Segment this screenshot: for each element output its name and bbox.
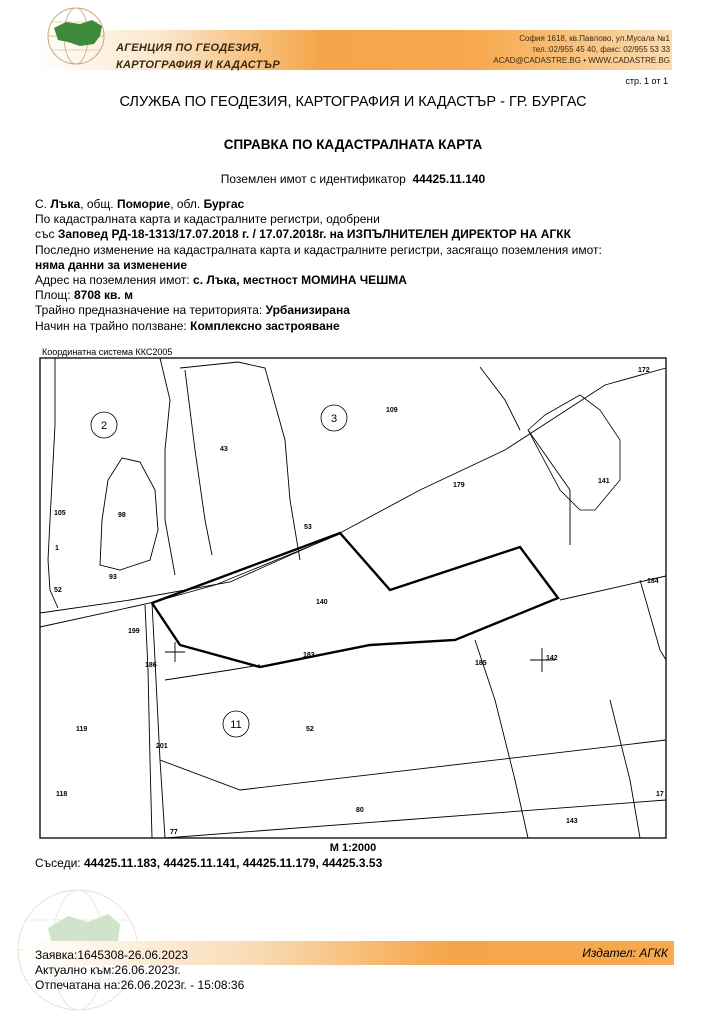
parcel-boundaries	[40, 358, 666, 838]
parcel-label: 186	[145, 662, 157, 669]
parcel-label: 77	[170, 829, 178, 836]
coordinate-system: Координатна система ККС2005	[42, 347, 173, 357]
purpose-label: Трайно предназначение на територията:	[35, 303, 263, 318]
request-number: Заявка:1645308-26.06.2023	[35, 948, 189, 962]
parcel-label: 172	[638, 367, 650, 374]
municipality-prefix: , общ.	[80, 197, 114, 211]
parcel-label: 179	[453, 482, 465, 489]
usage-label: Начин на трайно ползване:	[35, 318, 187, 333]
printed-date: Отпечатана на:26.06.2023г. - 15:08:36	[35, 978, 245, 992]
parcel-label: 143	[566, 818, 578, 825]
parcel-label: 53	[304, 524, 312, 531]
last-change-value: няма данни за изменение	[35, 257, 188, 272]
approval-order: Заповед РД-18-1313/17.07.2018 г. / 17.07.2018г. на ИЗПЪЛНИТЕЛЕН ДИРЕКТОР НА АГКК	[57, 227, 571, 242]
document-title: СПРАВКА ПО КАДАСТРАЛНАТА КАРТА	[223, 137, 483, 152]
area-label: Площ:	[35, 288, 71, 303]
approval-line1: По кадастралната карта и кадастралните регистри, одобрени	[35, 212, 380, 227]
agency-name-line1: АГЕНЦИЯ ПО ГЕОДЕЗИЯ,	[116, 42, 263, 54]
page-number: стр. 1 от 1	[625, 76, 668, 86]
parcel-label: 1	[55, 545, 59, 552]
circled-labels	[101, 413, 337, 731]
cadastral-area-label: 2	[100, 420, 108, 432]
parcel-label: 185	[475, 660, 487, 667]
neighbors-value: 44425.11.183, 44425.11.141, 44425.11.179, 44425.3.53	[83, 856, 383, 870]
parcel-label: 98	[118, 512, 126, 519]
circled-markers	[91, 405, 347, 737]
parcel-label: 140	[316, 599, 328, 606]
parcel-label: 183	[303, 652, 315, 659]
footer-info	[35, 948, 244, 993]
village-prefix: С.	[35, 197, 47, 211]
parcel-label: 52	[54, 587, 62, 594]
parcel-label: 141	[598, 478, 610, 485]
neighbors-label: Съседи:	[35, 856, 81, 870]
cadastral-area-label: 11	[230, 719, 242, 731]
village: Лъка	[50, 197, 81, 211]
parcel-label: 93	[109, 574, 117, 581]
publisher: Издател: АГКК	[582, 946, 668, 960]
area-value: 8708 кв. м	[74, 288, 133, 303]
parcel-label: 17	[656, 791, 664, 798]
parcel-label: 43	[220, 446, 228, 453]
parcel-label: 52	[306, 726, 314, 733]
address-value: с. Лъка, местност МОМИНА ЧЕШМА	[193, 273, 407, 288]
parcel-label: 201	[156, 743, 168, 750]
identifier-value: 44425.11.140	[412, 172, 486, 186]
subject-parcel-outline	[152, 533, 558, 667]
last-change-label: Последно изменение на кадастралната карта и кадастралните регистри, засягащо поземления имот:	[35, 242, 602, 257]
parcel-label: 119	[76, 726, 88, 733]
service-title: СЛУЖБА ПО ГЕОДЕЗИЯ, КАРТОГРАФИЯ И КАДАСТЪР - ГР. БУРГАС	[119, 94, 587, 110]
parcel-label: 109	[386, 407, 398, 414]
parcel-label: 118	[56, 791, 68, 798]
address-label: Адрес на поземления имот:	[35, 273, 190, 288]
map-scale: М 1:2000	[329, 842, 377, 854]
parcel-label: 199	[128, 628, 140, 635]
approval-prefix: със	[35, 227, 55, 242]
agency-name-line2: КАРТОГРАФИЯ И КАДАСТЪР	[116, 59, 280, 71]
parcel-label: 80	[356, 807, 364, 814]
map-frame	[40, 358, 666, 838]
web-line: ACAD@CADASTRE.BG • WWW.CADASTRE.BG	[493, 56, 670, 65]
address-line: София 1618, кв.Павлово, ул.Мусала №1	[519, 34, 670, 43]
parcel-label: 105	[54, 510, 66, 517]
current-date: Актуално към:26.06.2023г.	[35, 963, 181, 977]
phone-line: тел.:02/955 45 40, факс: 02/955 53 33	[532, 45, 670, 54]
cadastral-area-label: 3	[330, 413, 338, 425]
neighbors-line	[35, 856, 382, 870]
region: Бургас	[203, 197, 245, 211]
usage-value: Комплексно застрояване	[190, 318, 340, 333]
parcel-label: 184	[647, 578, 659, 585]
region-prefix: , обл.	[170, 197, 201, 211]
purpose-value: Урбанизирана	[265, 303, 350, 318]
parcel-label: 142	[546, 655, 558, 662]
identifier-label: Поземлен имот с идентификатор	[220, 172, 406, 186]
municipality: Поморие	[116, 197, 171, 211]
parcel-labels	[54, 367, 664, 836]
